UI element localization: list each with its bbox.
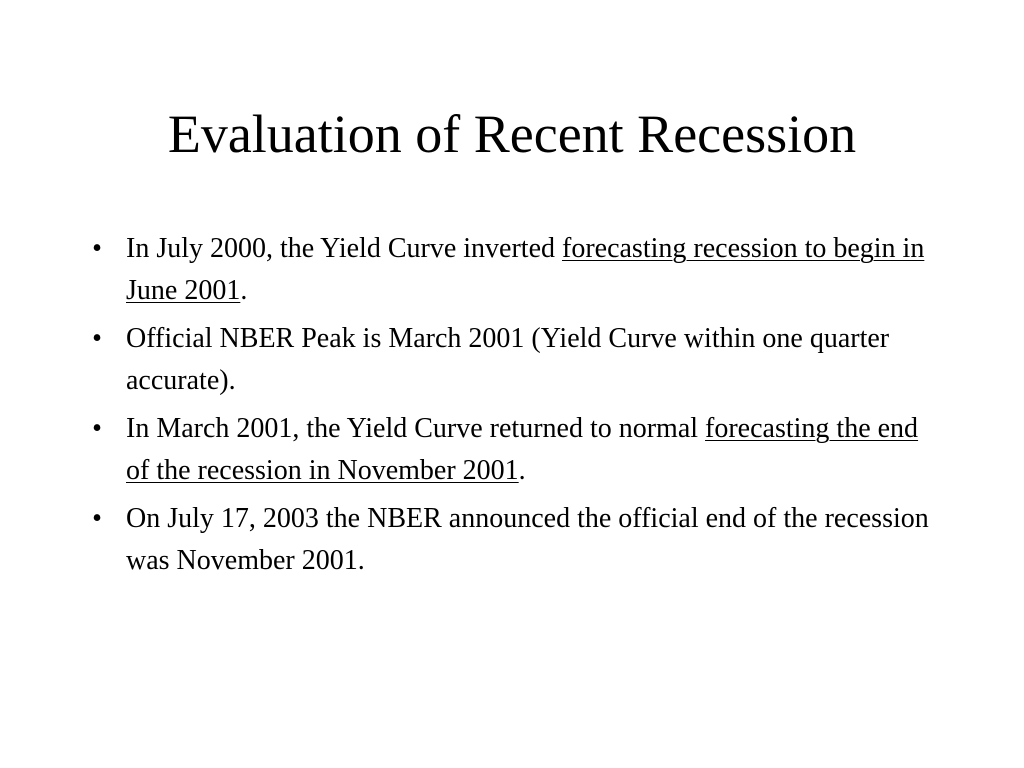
bullet-text-end: . — [240, 275, 248, 306]
bullet-item — [92, 228, 946, 312]
bullet-marker: • — [92, 233, 102, 264]
bullet-item — [92, 498, 946, 582]
bullet-text: In July 2000, the Yield Curve inverted — [126, 233, 562, 264]
bullet-item — [92, 318, 946, 402]
bullet-text-end: . — [518, 455, 526, 486]
bullet-text: On July 17, 2003 the NBER announced the official end of the recession was November 2001. — [126, 503, 929, 576]
bullet-marker: • — [92, 323, 102, 354]
slide-title: Evaluation of Recent Recession — [167, 104, 857, 164]
underlined-text: forecasting the end of the recession in November 2001 — [126, 413, 919, 486]
bullet-marker: • — [92, 503, 102, 534]
bullet-marker: • — [92, 413, 102, 444]
underlined-text: forecasting recession to begin in June 2001 — [126, 233, 925, 306]
bullet-item — [92, 408, 946, 492]
bullet-text: Official NBER Peak is March 2001 (Yield Curve within one quarter accurate). — [126, 323, 890, 396]
bullet-text: In March 2001, the Yield Curve returned to normal — [126, 413, 706, 444]
bullet-list — [92, 228, 946, 588]
